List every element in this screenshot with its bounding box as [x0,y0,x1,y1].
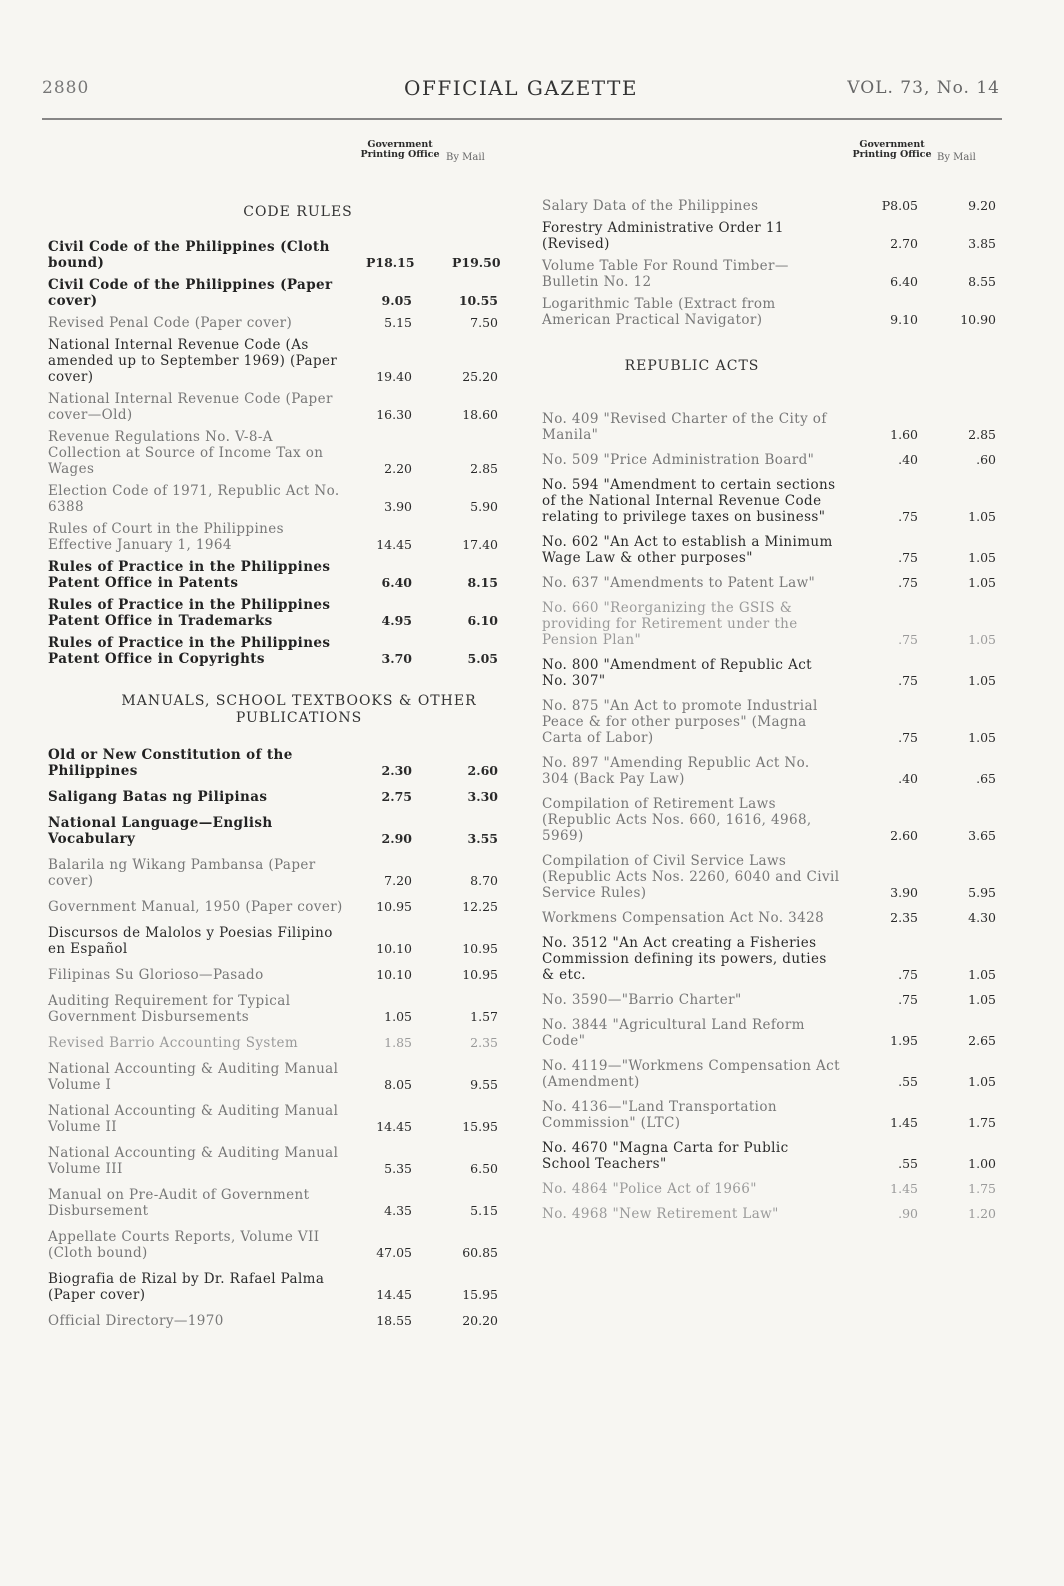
mail-price: 15.95 [462,1287,498,1302]
entry-title: No. 3512 "An Act creating a Fisheries Commission defining its powers, duties & etc. [542,935,827,983]
price-entry [542,220,1012,252]
gov-price: .75 [898,509,918,524]
gov-price: 3.90 [890,885,918,900]
price-entry [48,521,548,553]
price-entry [48,239,548,271]
mail-price: 3.85 [968,236,996,251]
page-number: 2880 [42,78,90,98]
price-entry [48,483,548,515]
entry-title: National Internal Revenue Code (Paper cover—Old) [48,391,333,423]
entry-title: Filipinas Su Glorioso—Pasado [48,967,264,983]
entry-title: Manual on Pre-Audit of Government Disbursement [48,1187,310,1219]
mail-price: 3.65 [968,828,996,843]
price-entry [542,1099,1012,1131]
misc-list [542,198,1012,328]
gov-price: 2.20 [384,461,412,476]
gov-price: 14.45 [376,1287,412,1302]
mail-price: .65 [976,771,996,786]
mail-price: 1.05 [968,509,996,524]
left-column-head [48,140,548,188]
gov-price: 5.35 [384,1161,412,1176]
gov-price: .55 [898,1074,918,1089]
mail-price: 18.60 [462,407,498,422]
entry-title: No. 875 "An Act to promote Industrial Peace & for other purposes" (Magna Carta of Labor) [542,698,818,746]
entry-title: Appellate Courts Reports, Volume VII (Cloth bound) [48,1229,320,1261]
code-rules-title: CODE RULES [243,204,353,220]
entry-title: Logarithmic Table (Extract from American Practical Navigator) [542,296,776,328]
mail-price: 3.55 [467,831,498,846]
mail-price: 1.05 [968,992,996,1007]
mail-price: 1.05 [968,575,996,590]
gov-price: .90 [898,1206,918,1221]
republic-acts-title: REPUBLIC ACTS [624,358,760,374]
price-entry [542,477,1012,525]
header-rule [42,118,1002,120]
gov-price: 7.20 [384,873,412,888]
price-entry [542,910,1012,926]
gov-price: 8.05 [384,1077,412,1092]
mail-price: 2.85 [470,461,498,476]
mail-price: 4.30 [968,910,996,925]
gazette-title: OFFICIAL GAZETTE [404,76,638,100]
entry-title: No. 409 "Revised Charter of the City of Manila" [542,411,827,443]
mail-price: 1.05 [968,1074,996,1089]
mail-price: 25.20 [462,369,498,384]
gov-price: .75 [898,575,918,590]
gov-price: 3.70 [381,651,412,666]
gov-price: 19.40 [376,369,412,384]
gov-price: .40 [898,452,918,467]
price-entry [48,1145,548,1177]
price-entry [48,1035,548,1051]
mail-price: 3.30 [467,789,498,804]
price-entry [542,258,1012,290]
mail-price: 2.35 [470,1035,498,1050]
price-entry [542,575,1012,591]
manuals-title: MANUALS, SCHOOL TEXTBOOKS & OTHER PUBLICATIONS [121,693,477,726]
mail-price: 7.50 [470,315,498,330]
gov-price: 6.40 [381,575,412,590]
mail-price: 9.20 [968,198,996,213]
gov-price: 14.45 [376,537,412,552]
price-entry [48,899,548,915]
by-mail-header: By Mail [446,152,485,163]
entry-title: No. 602 "An Act to establish a Minimum Wage Law & other purposes" [542,534,833,566]
price-entry [542,1181,1012,1197]
gov-price: .75 [898,967,918,982]
code-rules-list [48,239,548,667]
mail-price: 60.85 [462,1245,498,1260]
price-entry [542,1140,1012,1172]
gov-price: 47.05 [376,1245,412,1260]
mail-price: 5.05 [467,651,498,666]
mail-price: 2.65 [968,1033,996,1048]
gov-price: 18.55 [376,1313,412,1328]
entry-title: No. 660 "Reorganizing the GSIS & providing for Retirement under the Pension Plan" [542,600,798,648]
entry-title: Official Directory—1970 [48,1313,224,1329]
mail-price: 1.57 [470,1009,498,1024]
price-entry [48,391,548,423]
mail-price: 1.05 [968,730,996,745]
price-entry [48,789,548,805]
gov-price: P18.15 [366,255,415,270]
entry-title: Rules of Practice in the Philippines Patent Office in Patents [48,559,331,591]
gov-price: 1.95 [890,1033,918,1048]
mail-price: 6.50 [470,1161,498,1176]
republic-acts-list [542,411,1012,1222]
entry-title: Discursos de Malolos y Poesias Filipino en Español [48,925,333,957]
entry-title: No. 509 "Price Administration Board" [542,452,815,468]
left-column [48,140,548,1339]
price-entry [48,857,548,889]
price-entry [48,597,548,629]
mail-price: 12.25 [462,899,498,914]
gov-price: P8.05 [881,198,918,213]
gov-price: 3.90 [384,499,412,514]
gov-price: 10.95 [376,899,412,914]
mail-price: 5.90 [470,499,498,514]
mail-price: 5.15 [470,1203,498,1218]
entry-title: Old or New Constitution of the Philippines [48,747,293,779]
price-entry [542,1058,1012,1090]
price-entry [48,815,548,847]
gov-printing-header: Government Printing Office [852,139,932,160]
entry-title: No. 637 "Amendments to Patent Law" [542,575,816,591]
price-entry [48,635,548,667]
by-mail-header: By Mail [937,152,976,163]
entry-title: No. 4136—"Land Transportation Commission" (LTC) [542,1099,777,1131]
price-entry [542,657,1012,689]
gov-price: 5.15 [384,315,412,330]
gov-price: 1.85 [384,1035,412,1050]
entry-title: Rules of Court in the Philippines Effective January 1, 1964 [48,521,284,553]
page-header [42,78,1000,108]
gov-price: .75 [898,730,918,745]
mail-price: 9.55 [470,1077,498,1092]
mail-price: 1.75 [968,1181,996,1196]
price-entry [48,337,548,385]
price-entry [48,1271,548,1303]
entry-title: Saligang Batas ng Pilipinas [48,789,268,805]
price-entry [48,747,548,779]
gov-price: 4.35 [384,1203,412,1218]
price-entry [542,935,1012,983]
price-entry [48,429,548,477]
entry-title: National Internal Revenue Code (As amended up to September 1969) (Paper cover) [48,337,338,385]
price-entry [48,1061,548,1093]
entry-title: Government Manual, 1950 (Paper cover) [48,899,343,915]
gov-price: 1.60 [890,427,918,442]
gov-price: 9.05 [381,293,412,308]
price-entry [542,698,1012,746]
volume-number: VOL. 73, No. 14 [847,78,1000,98]
gov-price: 2.60 [890,828,918,843]
entry-title: No. 594 "Amendment to certain sections of the National Internal Revenue Code relating to privilege taxes on business" [542,477,836,525]
price-entry [48,315,548,331]
price-entry [542,755,1012,787]
entry-title: Revised Barrio Accounting System [48,1035,299,1051]
mail-price: 10.95 [462,967,498,982]
mail-price: 17.40 [462,537,498,552]
mail-price: 1.05 [968,967,996,982]
gov-price: 10.10 [376,967,412,982]
entry-title: No. 4670 "Magna Carta for Public School Teachers" [542,1140,789,1172]
mail-price: 1.20 [968,1206,996,1221]
entry-title: Revised Penal Code (Paper cover) [48,315,293,331]
entry-title: No. 897 "Amending Republic Act No. 304 (Back Pay Law) [542,755,810,787]
entry-title: Compilation of Retirement Laws (Republic Acts Nos. 660, 1616, 4968, 5969) [542,796,812,844]
mail-price: 8.70 [470,873,498,888]
gov-price: 2.70 [890,236,918,251]
mail-price: 15.95 [462,1119,498,1134]
entry-title: National Accounting & Auditing Manual Volume I [48,1061,339,1093]
gov-price: 16.30 [376,407,412,422]
mail-price: P19.50 [452,255,501,270]
entry-title: Balarila ng Wikang Pambansa (Paper cover) [48,857,316,889]
entry-title: Biografia de Rizal by Dr. Rafael Palma (Paper cover) [48,1271,325,1303]
entry-title: No. 4864 "Police Act of 1966" [542,1181,757,1197]
gov-price: 2.35 [890,910,918,925]
gov-price: .75 [898,992,918,1007]
price-entry [542,796,1012,844]
price-entry [48,925,548,957]
gov-price: 6.40 [890,274,918,289]
price-entry [542,600,1012,648]
gov-price: .55 [898,1156,918,1171]
gov-price: 4.95 [381,613,412,628]
entry-title: Auditing Requirement for Typical Government Disbursements [48,993,291,1025]
price-entry [542,198,1012,214]
mail-price: 8.15 [467,575,498,590]
gov-price: .75 [898,673,918,688]
mail-price: 2.85 [968,427,996,442]
gov-price: 1.05 [384,1009,412,1024]
mail-price: 5.95 [968,885,996,900]
gov-price: .40 [898,771,918,786]
gov-price: 2.30 [381,763,412,778]
entry-title: No. 3844 "Agricultural Land Reform Code" [542,1017,805,1049]
entry-title: Salary Data of the Philippines [542,198,759,214]
entry-title: Rules of Practice in the Philippines Patent Office in Trademarks [48,597,331,629]
price-entry [542,411,1012,443]
price-entry [48,559,548,591]
mail-price: 10.95 [462,941,498,956]
price-entry [48,277,548,309]
price-entry [542,1206,1012,1222]
entry-title: Revenue Regulations No. V-8-A Collection at Source of Income Tax on Wages [48,429,324,477]
entry-title: Civil Code of the Philippines (Paper cover) [48,277,333,309]
entry-title: National Accounting & Auditing Manual Volume III [48,1145,339,1177]
price-entry [542,534,1012,566]
right-column [542,140,1012,1231]
entry-title: No. 800 "Amendment of Republic Act No. 307" [542,657,813,689]
mail-price: .60 [976,452,996,467]
price-entry [542,296,1012,328]
mail-price: 1.75 [968,1115,996,1130]
entry-title: Election Code of 1971, Republic Act No. 6388 [48,483,340,515]
price-entry [48,993,548,1025]
entry-title: No. 4119—"Workmens Compensation Act (Amendment) [542,1058,840,1090]
mail-price: 10.90 [960,312,996,327]
entry-title: Volume Table For Round Timber—Bulletin No. 12 [542,258,789,290]
price-entry [48,1229,548,1261]
entry-title: Rules of Practice in the Philippines Patent Office in Copyrights [48,635,331,667]
gov-price: .75 [898,632,918,647]
mail-price: 8.55 [968,274,996,289]
entry-title: No. 4968 "New Retirement Law" [542,1206,779,1222]
price-entry [542,1017,1012,1049]
mail-price: 10.55 [458,293,498,308]
gov-price: 10.10 [376,941,412,956]
price-entry [542,452,1012,468]
entry-title: Forestry Administrative Order 11 (Revised) [542,220,784,252]
mail-price: 1.05 [968,673,996,688]
entry-title: Civil Code of the Philippines (Cloth bound) [48,239,330,271]
right-column-head [542,140,1012,188]
entry-title: National Accounting & Auditing Manual Volume II [48,1103,339,1135]
gov-price: .75 [898,550,918,565]
mail-price: 1.05 [968,632,996,647]
entry-title: Workmens Compensation Act No. 3428 [542,910,825,926]
price-entry [48,1187,548,1219]
mail-price: 1.05 [968,550,996,565]
price-entry [48,1313,548,1329]
mail-price: 6.10 [467,613,498,628]
mail-price: 2.60 [467,763,498,778]
gov-price: 1.45 [890,1115,918,1130]
gov-price: 2.75 [381,789,412,804]
mail-price: 20.20 [462,1313,498,1328]
entry-title: No. 3590—"Barrio Charter" [542,992,742,1008]
price-entry [48,1103,548,1135]
gov-price: 1.45 [890,1181,918,1196]
price-entry [48,967,548,983]
entry-title: National Language—English Vocabulary [48,815,273,847]
price-entry [542,853,1012,901]
entry-title: Compilation of Civil Service Laws (Republic Acts Nos. 2260, 6040 and Civil Service Rules) [542,853,840,901]
gov-price: 2.90 [381,831,412,846]
gov-printing-header: Government Printing Office [360,139,440,160]
price-entry [542,992,1012,1008]
gov-price: 9.10 [890,312,918,327]
manuals-list [48,747,548,1329]
mail-price: 1.00 [968,1156,996,1171]
gov-price: 14.45 [376,1119,412,1134]
